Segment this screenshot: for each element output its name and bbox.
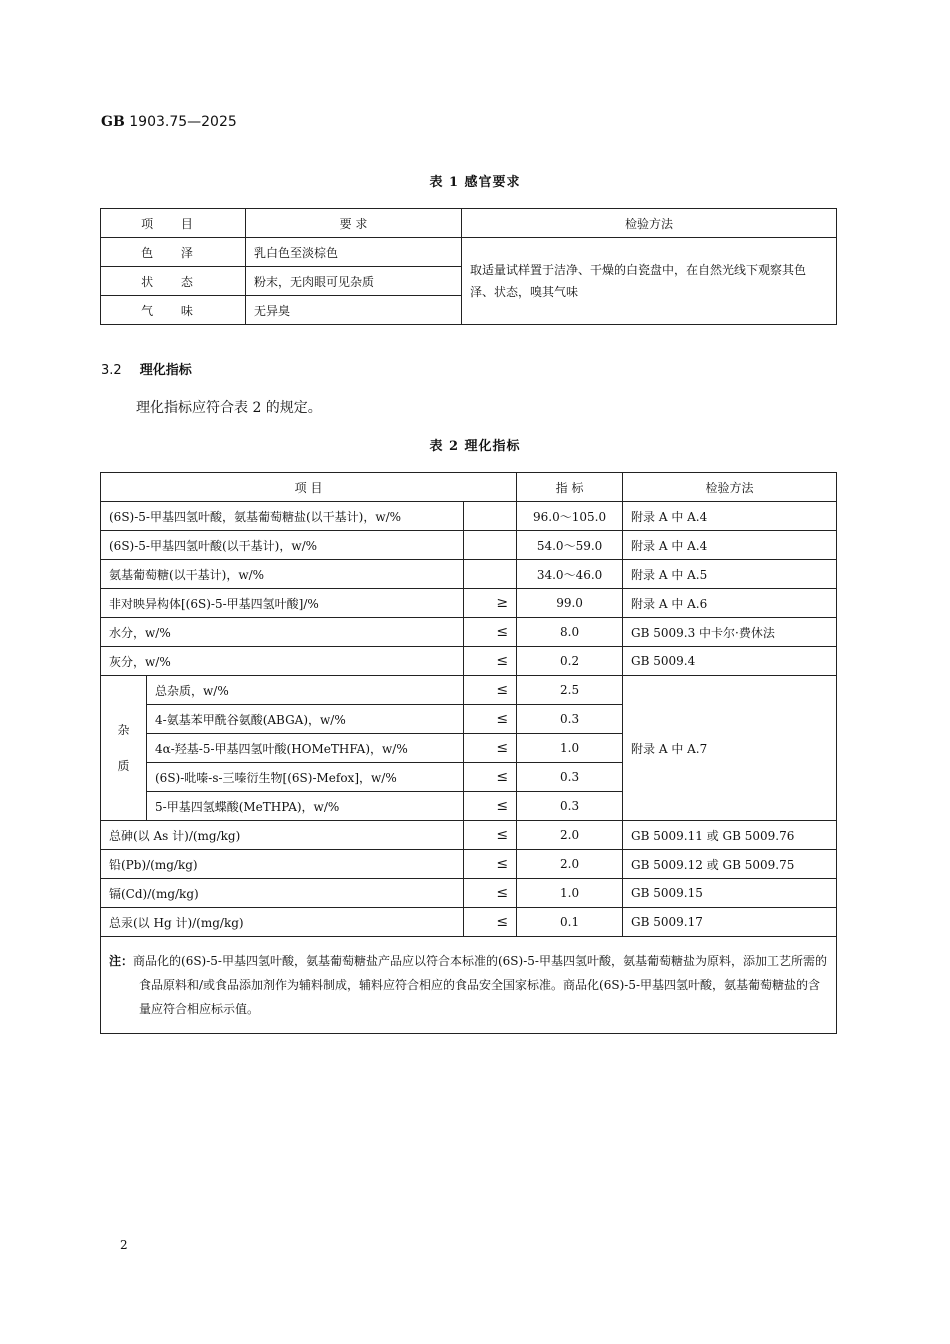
table-row	[101, 850, 837, 879]
row-value: 0.3	[517, 705, 623, 734]
impurity-row	[101, 676, 837, 705]
row-item: 气 味	[101, 296, 246, 325]
row-method: GB 5009.3 中卡尔·费休法	[623, 618, 837, 647]
row-comparator: ≤	[463, 879, 516, 908]
sensory-method: 取适量试样置于洁净、干燥的白瓷盘中，在自然光线下观察其色泽、状态，嗅其气味	[462, 238, 837, 325]
section-number: 3.2	[101, 363, 122, 378]
row-item: 灰分，w/%	[101, 647, 464, 676]
table1-caption: 表 1 感官要求	[429, 175, 521, 190]
row-value: 8.0	[517, 618, 623, 647]
table-row	[101, 908, 837, 937]
table-row	[101, 879, 837, 908]
row-comparator	[463, 502, 516, 531]
row-item: 总汞(以 Hg 计)/(mg/kg)	[101, 908, 464, 937]
document-header	[101, 114, 237, 130]
header-item: 项 目	[101, 473, 517, 502]
table-note-row	[101, 937, 837, 1034]
table-row	[101, 647, 837, 676]
table-row	[101, 589, 837, 618]
table-row	[101, 531, 837, 560]
row-value: 99.0	[517, 589, 623, 618]
physicochemical-table	[100, 472, 837, 1034]
standard-code: GB	[101, 114, 125, 130]
row-item: 5-甲基四氢蝶酸(MeTHPA)，w/%	[147, 792, 464, 821]
row-method: 附录 A 中 A.6	[623, 589, 837, 618]
section-heading	[101, 359, 192, 378]
row-value: 2.0	[517, 850, 623, 879]
impurity-group-text: 杂质	[117, 723, 130, 773]
note-label: 注：	[109, 954, 134, 968]
row-method: GB 5009.12 或 GB 5009.75	[623, 850, 837, 879]
note-text: 商品化的(6S)-5-甲基四氢叶酸，氨基葡萄糖盐产品应以符合本标准的(6S)-5-甲基四氢叶酸，氨基葡萄糖盐为原料，添加工艺所需的食品原料和/或食品添加剂作为辅料制成，辅料应符合相应的食品安全国家标准。商品化(6S)-5-甲基四氢叶酸，氨基葡萄糖盐的含量应符合相应标示值。	[133, 954, 827, 1016]
row-comparator: ≤	[463, 850, 516, 879]
row-method: 附录 A 中 A.5	[623, 560, 837, 589]
row-value: 0.3	[517, 792, 623, 821]
table-row	[101, 560, 837, 589]
row-method: GB 5009.15	[623, 879, 837, 908]
row-value: 0.3	[517, 763, 623, 792]
row-comparator: ≥	[463, 589, 516, 618]
impurity-group-label	[101, 676, 147, 821]
table-row	[101, 821, 837, 850]
row-item: 氨基葡萄糖(以干基计)，w/%	[101, 560, 464, 589]
table-note	[101, 937, 837, 1034]
row-method: GB 5009.4	[623, 647, 837, 676]
header-method: 检验方法	[462, 209, 837, 238]
header-requirement: 要 求	[246, 209, 462, 238]
row-item: 非对映异构体[(6S)-5-甲基四氢叶酸]/%	[101, 589, 464, 618]
table-row	[101, 238, 837, 267]
row-comparator: ≤	[463, 734, 516, 763]
row-item: 总杂质，w/%	[147, 676, 464, 705]
sensory-requirements-table	[100, 208, 837, 325]
row-value: 0.1	[517, 908, 623, 937]
impurity-method: 附录 A 中 A.7	[623, 676, 837, 821]
row-value: 1.0	[517, 879, 623, 908]
table-header-row	[101, 209, 837, 238]
header-method: 检验方法	[623, 473, 837, 502]
row-method: 附录 A 中 A.4	[623, 502, 837, 531]
header-indicator: 指 标	[517, 473, 623, 502]
header-item: 项 目	[101, 209, 246, 238]
row-item: (6S)-吡嗪-s-三嗪衍生物[(6S)-Mefox]，w/%	[147, 763, 464, 792]
row-comparator: ≤	[463, 705, 516, 734]
row-requirement: 乳白色至淡棕色	[246, 238, 462, 267]
row-value: 34.0～46.0	[517, 560, 623, 589]
table-row	[101, 502, 837, 531]
row-method: GB 5009.17	[623, 908, 837, 937]
row-comparator: ≤	[463, 792, 516, 821]
row-item: 铅(Pb)/(mg/kg)	[101, 850, 464, 879]
row-item: (6S)-5-甲基四氢叶酸(以干基计)，w/%	[101, 531, 464, 560]
row-comparator	[463, 560, 516, 589]
row-value: 96.0～105.0	[517, 502, 623, 531]
row-value: 1.0	[517, 734, 623, 763]
row-item: (6S)-5-甲基四氢叶酸，氨基葡萄糖盐(以干基计)，w/%	[101, 502, 464, 531]
row-item: 色 泽	[101, 238, 246, 267]
row-method: 附录 A 中 A.4	[623, 531, 837, 560]
row-comparator: ≤	[463, 676, 516, 705]
section-title: 理化指标	[139, 363, 192, 378]
row-requirement: 粉末，无肉眼可见杂质	[246, 267, 462, 296]
row-method: GB 5009.11 或 GB 5009.76	[623, 821, 837, 850]
row-item: 总砷(以 As 计)/(mg/kg)	[101, 821, 464, 850]
row-item: 4α-羟基-5-甲基四氢叶酸(HOMeTHFA)，w/%	[147, 734, 464, 763]
standard-number: 1903.75—2025	[129, 114, 237, 130]
section-paragraph: 理化指标应符合表 2 的规定。	[136, 400, 322, 416]
row-value: 2.5	[517, 676, 623, 705]
table2-caption: 表 2 理化指标	[429, 439, 521, 454]
row-comparator: ≤	[463, 763, 516, 792]
row-value: 2.0	[517, 821, 623, 850]
row-comparator: ≤	[463, 618, 516, 647]
row-item: 状 态	[101, 267, 246, 296]
row-item: 水分，w/%	[101, 618, 464, 647]
row-requirement: 无异臭	[246, 296, 462, 325]
row-value: 0.2	[517, 647, 623, 676]
row-value: 54.0～59.0	[517, 531, 623, 560]
row-comparator: ≤	[463, 821, 516, 850]
row-item: 4-氨基苯甲酰谷氨酸(ABGA)，w/%	[147, 705, 464, 734]
row-comparator: ≤	[463, 908, 516, 937]
row-comparator	[463, 531, 516, 560]
page-number: 2	[120, 1238, 128, 1252]
row-comparator: ≤	[463, 647, 516, 676]
table-header-row	[101, 473, 837, 502]
row-item: 镉(Cd)/(mg/kg)	[101, 879, 464, 908]
table-row	[101, 618, 837, 647]
